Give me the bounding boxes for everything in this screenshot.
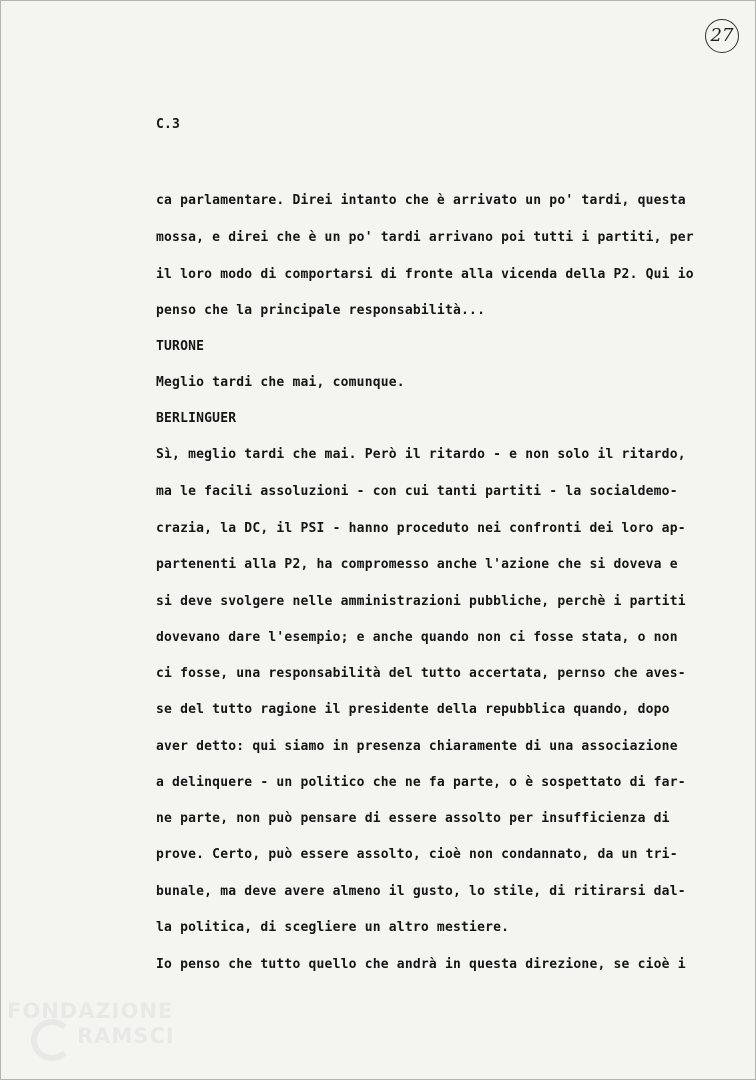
page-number: 27 xyxy=(710,25,734,46)
fondazione-gramsci-watermark xyxy=(1,997,201,1080)
section-label: C.3 xyxy=(156,117,181,132)
speaker-name: TURONE xyxy=(156,339,205,354)
text-line: se del tutto ragione il presidente della repubblica quando, dopo xyxy=(156,702,670,717)
text-line: la politica, di scegliere un altro mestiere. xyxy=(156,920,510,935)
text-line: Meglio tardi che mai, comunque. xyxy=(156,375,405,390)
watermark-line-1: FONDAZIONE xyxy=(7,999,174,1023)
text-line: si deve svolgere nelle amministrazioni pubbliche, perchè i partiti xyxy=(156,594,686,609)
text-line: a delinquere - un politico che ne fa parte, o è sospettato di far- xyxy=(156,775,686,790)
text-line: penso che la principale responsabilità... xyxy=(156,303,486,318)
text-line: mossa, e direi che è un po' tardi arrivano poi tutti i partiti, per xyxy=(156,230,694,245)
text-line: Sì, meglio tardi che mai. Però il ritardo - e non solo il ritardo, xyxy=(156,447,686,462)
text-line: prove. Certo, può essere assolto, cioè non condannato, da un tri- xyxy=(156,847,678,862)
text-line: ci fosse, una responsabilità del tutto accertata, pernso che aves- xyxy=(156,666,686,681)
text-line: aver detto: qui siamo in presenza chiaramente di una associazione xyxy=(156,739,678,754)
text-line: il loro modo di comportarsi di fronte alla vicenda della P2. Qui io xyxy=(156,267,694,282)
text-line: Io penso che tutto quello che andrà in questa direzione, se cioè i xyxy=(156,957,686,972)
text-line: ca parlamentare. Direi intanto che è arrivato un po' tardi, questa xyxy=(156,193,686,208)
text-line: crazia, la DC, il PSI - hanno proceduto nei confronti dei loro ap- xyxy=(156,521,686,536)
speaker-name: BERLINGUER xyxy=(156,411,237,426)
text-line: bunale, ma deve avere almeno il gusto, lo stile, di ritirarsi dal- xyxy=(156,884,686,899)
gramsci-emblem-icon xyxy=(31,1019,73,1061)
text-line: ma le facili assoluzioni - con cui tanti partiti - la socialdemo- xyxy=(156,484,678,499)
text-line: partenenti alla P2, ha compromesso anche l'azione che si doveva e xyxy=(156,557,678,572)
watermark-line-2: RAMSCI xyxy=(77,1024,175,1048)
text-line: ne parte, non può pensare di essere assolto per insufficienza di xyxy=(156,811,670,826)
page-number-stamp xyxy=(705,19,741,55)
text-line: dovevano dare l'esempio; e anche quando non ci fosse stata, o non xyxy=(156,630,678,645)
